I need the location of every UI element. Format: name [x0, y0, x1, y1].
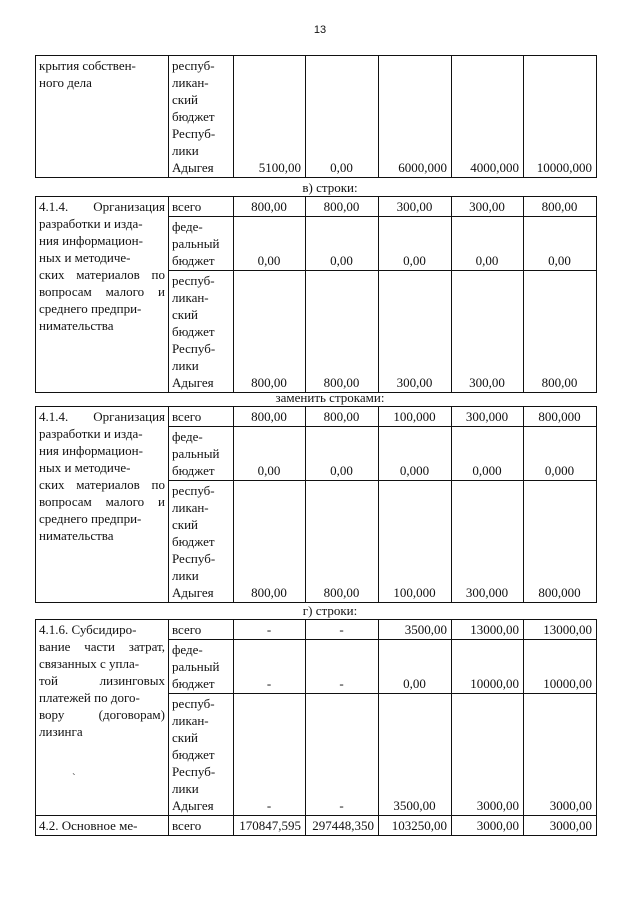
value-cell: 0,000: [379, 427, 452, 481]
value-cell: 3500,00: [379, 620, 452, 640]
value-cell: 800,00: [306, 271, 379, 393]
row-name: 4.1.6. Субсидиро- вание части затрат, связанных с упла- той лизинговых платежей по дого- вору (договорам) лизинга: [36, 620, 169, 816]
value-cell: 3500,00: [379, 694, 452, 816]
value-cell: 0,00: [452, 217, 524, 271]
value-cell: 800,00: [524, 271, 597, 393]
funding-source: всего: [169, 620, 234, 640]
value-cell: 300,000: [452, 407, 524, 427]
stray-mark: ˋ: [72, 772, 76, 784]
funding-source: всего: [169, 407, 234, 427]
value-cell: 800,00: [234, 407, 306, 427]
value-cell: 800,00: [234, 271, 306, 393]
value-cell: 300,00: [379, 197, 452, 217]
value-cell: 13000,00: [452, 620, 524, 640]
value-cell: 100,000: [379, 407, 452, 427]
value-cell: 800,00: [306, 481, 379, 603]
section-heading-b: в) строки:: [302, 180, 358, 195]
value-cell: 297448,350: [306, 816, 379, 836]
value-cell: 800,000: [524, 481, 597, 603]
value-cell: -: [234, 694, 306, 816]
value-cell: 10000,00: [524, 640, 597, 694]
funding-source: всего: [169, 197, 234, 217]
section-heading-g: г) строки:: [302, 603, 358, 618]
row-name: крытия собствен- ного дела: [36, 56, 169, 178]
row-name: 4.1.4. Организация разработки и изда- ния информацион- ных и методиче- ских материалов по вопросам малого и среднего предпри- нимательства: [36, 407, 169, 603]
value-cell: 3000,00: [452, 816, 524, 836]
value-cell: 4000,000: [452, 56, 524, 178]
value-cell: 0,000: [524, 427, 597, 481]
section-heading-replace: заменить строками:: [275, 390, 385, 405]
value-cell: 100,000: [379, 481, 452, 603]
value-cell: -: [306, 620, 379, 640]
value-cell: 0,000: [452, 427, 524, 481]
value-cell: 3000,00: [452, 694, 524, 816]
value-cell: 0,00: [524, 217, 597, 271]
funding-source: респуб- ликан- ский бюджет Респуб- лики Адыгея: [169, 56, 234, 178]
value-cell: 800,00: [306, 197, 379, 217]
funding-source: респуб- ликан- ский бюджет Респуб- лики Адыгея: [169, 271, 234, 393]
value-cell: 800,00: [234, 481, 306, 603]
value-cell: 0,00: [306, 427, 379, 481]
value-cell: 300,00: [452, 271, 524, 393]
value-cell: 5100,00: [234, 56, 306, 178]
table-row: [36, 197, 597, 217]
table-block-old-4-1-4: [35, 196, 597, 393]
value-cell: 0,00: [234, 427, 306, 481]
value-cell: -: [234, 620, 306, 640]
value-cell: 10000,00: [452, 640, 524, 694]
value-cell: 103250,00: [379, 816, 452, 836]
value-cell: -: [234, 640, 306, 694]
value-cell: 170847,595: [234, 816, 306, 836]
value-cell: 3000,00: [524, 694, 597, 816]
funding-source: респуб- ликан- ский бюджет Респуб- лики Адыгея: [169, 481, 234, 603]
row-name: 4.1.4. Организация разработки и изда- ния информацион- ных и методиче- ских материалов по вопросам малого и среднего предпри- нимательства: [36, 197, 169, 393]
value-cell: 300,00: [452, 197, 524, 217]
table-row: [36, 407, 597, 427]
value-cell: 0,00: [306, 56, 379, 178]
funding-source: феде- ральный бюджет: [169, 640, 234, 694]
value-cell: 800,00: [524, 197, 597, 217]
value-cell: 800,000: [524, 407, 597, 427]
table-row: [36, 816, 597, 836]
funding-source: всего: [169, 816, 234, 836]
value-cell: -: [306, 640, 379, 694]
funding-source: респуб- ликан- ский бюджет Респуб- лики Адыгея: [169, 694, 234, 816]
value-cell: 13000,00: [524, 620, 597, 640]
value-cell: 300,000: [452, 481, 524, 603]
funding-source: феде- ральный бюджет: [169, 217, 234, 271]
table-block-continuation: [35, 55, 597, 178]
value-cell: 10000,000: [524, 56, 597, 178]
table-row: [36, 620, 597, 640]
table-block-4-1-6: [35, 619, 597, 836]
value-cell: 0,00: [379, 217, 452, 271]
page-number: 13: [313, 24, 327, 36]
value-cell: 6000,000: [379, 56, 452, 178]
value-cell: 300,00: [379, 271, 452, 393]
funding-source: феде- ральный бюджет: [169, 427, 234, 481]
value-cell: 0,00: [379, 640, 452, 694]
row-name: 4.2. Основное ме-: [36, 816, 169, 836]
value-cell: 3000,00: [524, 816, 597, 836]
value-cell: 0,00: [306, 217, 379, 271]
value-cell: 800,00: [234, 197, 306, 217]
table-row: [36, 56, 597, 178]
value-cell: -: [306, 694, 379, 816]
value-cell: 0,00: [234, 217, 306, 271]
value-cell: 800,00: [306, 407, 379, 427]
table-block-new-4-1-4: [35, 406, 597, 603]
